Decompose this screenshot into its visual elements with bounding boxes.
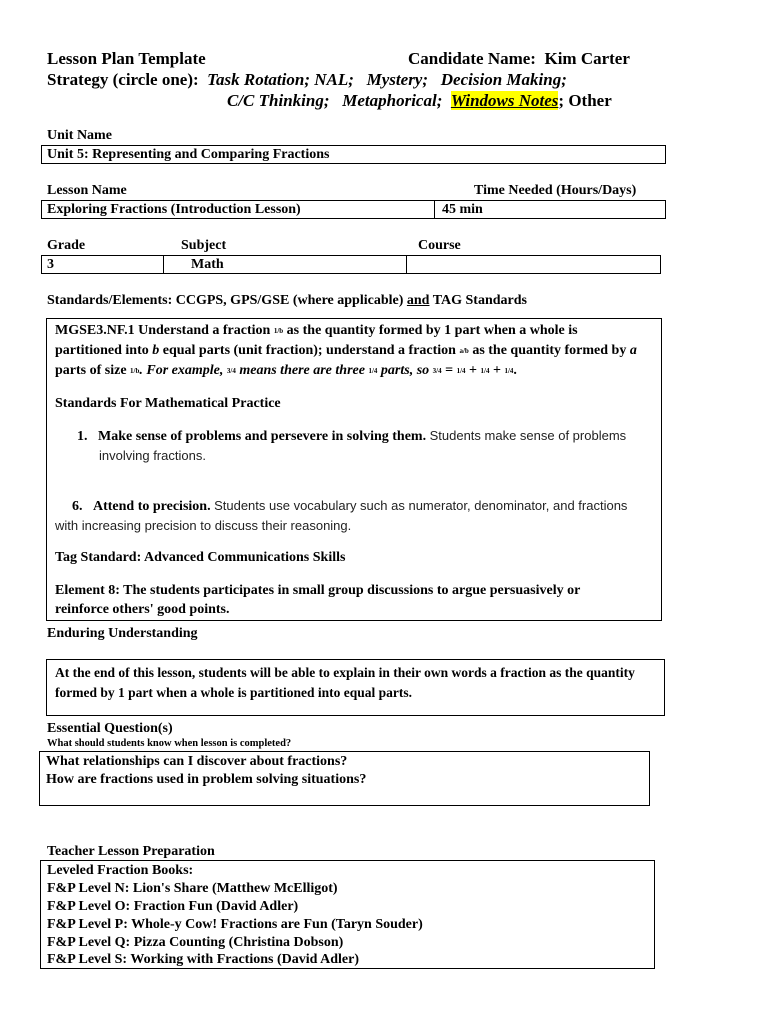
column-divider <box>406 256 407 273</box>
practice-text: Students use vocabulary such as numerator, denominator, and fractions <box>214 498 628 513</box>
fraction-1-over-4: 1/4 <box>504 367 514 375</box>
nf1-text: MGSE3.NF.1 Understand a fraction <box>55 323 271 339</box>
nf1-line-1 <box>55 321 578 341</box>
element-8-line-1: Element 8: The students participates in small group discussions to argue persuasively or <box>55 583 581 598</box>
enduring-understanding-box[interactable] <box>46 659 665 716</box>
nf1-example: . For example, <box>139 363 224 379</box>
course-label: Course <box>418 238 461 253</box>
fraction-3-over-4: 3/4 <box>226 367 236 375</box>
strategies-list-2: C/C Thinking; Metaphorical; <box>227 91 443 110</box>
standards-label-prefix: Standards/Elements: CCGPS, GPS/GSE (where applicable) <box>47 293 404 308</box>
candidate-name: Kim Carter <box>544 49 630 68</box>
column-divider <box>434 201 435 218</box>
subject-value[interactable]: Math <box>191 257 224 272</box>
plus-sign: + <box>469 363 478 379</box>
fraction-1-over-b: 1/b <box>130 367 140 375</box>
essential-questions-box[interactable] <box>39 751 650 806</box>
document-title: Lesson Plan Template <box>47 49 206 68</box>
lesson-name-row <box>41 200 666 219</box>
grade-value[interactable]: 3 <box>47 257 54 272</box>
book-item: F&P Level Q: Pizza Counting (Christina Dobson) <box>47 935 344 950</box>
time-needed-value[interactable]: 45 min <box>442 202 483 217</box>
enduring-text-2: formed by 1 part when a whole is partitioned into equal parts. <box>55 685 413 700</box>
nf1-text: as the quantity formed by <box>472 343 627 359</box>
teacher-preparation-box[interactable] <box>40 860 655 969</box>
strategy-selected: Windows Notes <box>450 91 559 110</box>
strategy-label: Strategy (circle one): <box>47 70 199 89</box>
candidate-label: Candidate Name: <box>408 49 536 68</box>
nf1-line-2 <box>55 341 637 361</box>
fraction-1-over-4: 1/4 <box>368 367 378 375</box>
fraction-1-over-4: 1/4 <box>480 367 490 375</box>
enduring-understanding-label: Enduring Understanding <box>47 626 198 641</box>
book-item: F&P Level O: Fraction Fun (David Adler) <box>47 899 299 914</box>
plus-sign: + <box>492 363 501 379</box>
standards-label-suffix: TAG Standards <box>432 293 527 308</box>
nf1-text: partitioned into <box>55 343 149 359</box>
teacher-preparation-label: Teacher Lesson Preparation <box>47 844 215 859</box>
nf1-example: parts, so <box>380 363 430 379</box>
practice-6-line-2: with increasing precision to discuss their reasoning. <box>55 518 352 533</box>
essential-questions-sublabel: What should students know when lesson is completed? <box>47 738 292 749</box>
grade-label: Grade <box>47 238 86 253</box>
fraction-1-over-b: 1/b <box>273 327 284 335</box>
standards-label-and: and <box>406 293 430 308</box>
subject-label: Subject <box>181 238 227 253</box>
tag-standard: Tag Standard: Advanced Communications Skills <box>55 550 346 565</box>
strategies-list-1: Task Rotation; NAL; Mystery; Decision Making; <box>207 70 567 89</box>
grade-row <box>41 255 661 274</box>
essential-question-1: What relationships can I discover about fractions? <box>46 754 348 769</box>
nf1-example: means there are three <box>239 363 365 379</box>
fraction-1-over-4: 1/4 <box>456 367 466 375</box>
practice-title: Attend to precision. <box>93 499 211 514</box>
enduring-text-1: At the end of this lesson, students will be able to explain in their own words a fraction as the quantity <box>55 665 635 680</box>
nf1-text: parts of size <box>55 363 127 379</box>
column-divider <box>163 256 164 273</box>
lesson-name-value[interactable]: Exploring Fractions (Introduction Lesson) <box>47 202 301 217</box>
fraction-3-over-4: 3/4 <box>432 367 442 375</box>
variable-a: a <box>629 343 637 359</box>
leveled-books-heading: Leveled Fraction Books: <box>47 863 194 878</box>
nf1-text: as the quantity formed by 1 part when a whole is <box>286 323 578 339</box>
smp-heading: Standards For Mathematical Practice <box>55 396 281 411</box>
practice-1-line-1 <box>77 426 626 447</box>
strategy-semicolon: ; <box>558 91 565 110</box>
candidate-name-field <box>408 49 630 69</box>
standards-label <box>47 293 527 309</box>
book-item: F&P Level P: Whole-y Cow! Fractions are Fun (Taryn Souder) <box>47 917 423 932</box>
book-item: F&P Level N: Lion's Share (Matthew McElligot) <box>47 881 338 896</box>
variable-b: b <box>152 343 160 359</box>
practice-text: Students make sense of problems <box>429 428 627 443</box>
lesson-name-label: Lesson Name <box>47 183 127 198</box>
unit-name-field[interactable] <box>41 145 666 164</box>
time-needed-label: Time Needed (Hours/Days) <box>474 183 637 198</box>
unit-name-label: Unit Name <box>47 128 112 143</box>
fraction-a-over-b: a/b <box>459 347 469 355</box>
book-item: F&P Level S: Working with Fractions (David Adler) <box>47 952 360 967</box>
course-value[interactable] <box>408 256 413 273</box>
essential-questions-label: Essential Question(s) <box>47 721 173 736</box>
practice-title: Make sense of problems and persevere in solving them. <box>98 429 427 444</box>
practice-1-line-2: involving fractions. <box>99 448 206 463</box>
practice-number: 6. <box>72 499 83 514</box>
strategy-line-2 <box>227 91 612 111</box>
practice-6-line-1 <box>72 496 627 517</box>
element-8-line-2: reinforce others' good points. <box>55 602 230 617</box>
nf1-text: equal parts (unit fraction); understand a fraction <box>162 343 456 359</box>
nf1-line-3 <box>55 361 517 381</box>
standards-box <box>46 318 662 621</box>
period: . <box>513 363 517 379</box>
strategy-line-1 <box>47 70 567 90</box>
essential-question-2: How are fractions used in problem solving situations? <box>46 772 367 787</box>
strategy-other: Other <box>568 91 612 110</box>
practice-number: 1. <box>77 429 88 444</box>
unit-name-value: Unit 5: Representing and Comparing Fractions <box>47 147 330 162</box>
equals-sign: = <box>445 363 454 379</box>
